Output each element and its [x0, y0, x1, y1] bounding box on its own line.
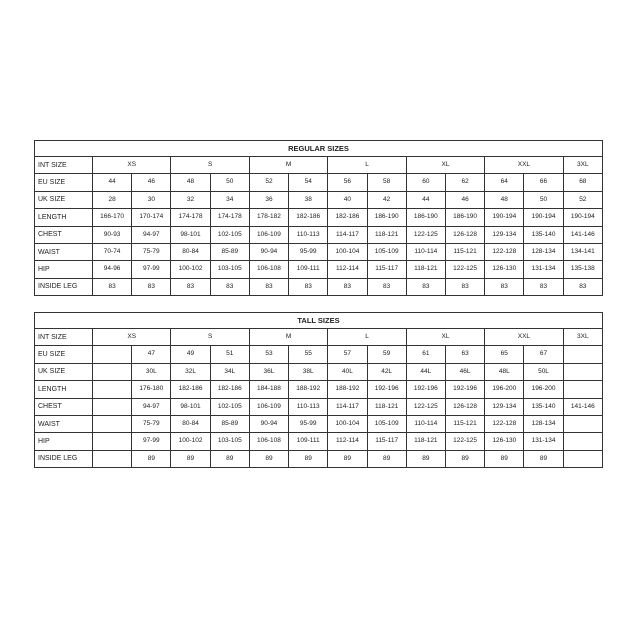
size-cell: 50 [210, 174, 249, 191]
int-size-row [35, 329, 603, 346]
size-cell: 118-121 [406, 261, 445, 278]
table-row [35, 346, 603, 363]
size-cell: 83 [93, 278, 132, 295]
size-cell: 128-134 [524, 415, 563, 432]
size-cell [93, 363, 132, 380]
table-row [35, 209, 603, 226]
size-cell [563, 381, 602, 398]
table-row [35, 226, 603, 243]
row-label: HIP [35, 433, 93, 450]
row-label: HIP [35, 261, 93, 278]
size-cell: 106-108 [249, 261, 288, 278]
size-cell: 106-109 [249, 398, 288, 415]
size-cell: 134-141 [563, 243, 602, 260]
size-cell: 83 [485, 278, 524, 295]
table-row [35, 278, 603, 295]
size-cell: 141-146 [563, 226, 602, 243]
table-row [35, 398, 603, 415]
size-cell: 95-99 [289, 415, 328, 432]
size-cell: 186-190 [367, 209, 406, 226]
tall-sizes-table [34, 312, 603, 468]
size-cell: 128-134 [524, 243, 563, 260]
size-cell [563, 450, 602, 467]
table-row [35, 363, 603, 380]
size-cell: 118-121 [367, 398, 406, 415]
size-cell: 100-102 [171, 433, 210, 450]
table-row [35, 191, 603, 208]
size-cell: 83 [406, 278, 445, 295]
size-cell: 83 [210, 278, 249, 295]
size-cell: 103-105 [210, 433, 249, 450]
size-cell: 34L [210, 363, 249, 380]
size-cell: 89 [132, 450, 171, 467]
size-cell: 94-96 [93, 261, 132, 278]
size-cell: 129-134 [485, 226, 524, 243]
size-cell: 106-109 [249, 226, 288, 243]
size-cell: 48 [171, 174, 210, 191]
size-cell: 42 [367, 191, 406, 208]
int-size-cell: XL [406, 329, 484, 346]
size-cell: 178-182 [249, 209, 288, 226]
size-cell: 68 [563, 174, 602, 191]
size-cell: 112-114 [328, 433, 367, 450]
size-cell: 126-130 [485, 433, 524, 450]
size-cell: 131-134 [524, 261, 563, 278]
size-cell: 62 [445, 174, 484, 191]
size-cell: 89 [171, 450, 210, 467]
size-cell: 110-113 [289, 226, 328, 243]
size-cell: 38L [289, 363, 328, 380]
size-cell: 58 [367, 174, 406, 191]
size-cell: 83 [328, 278, 367, 295]
size-cell: 89 [249, 450, 288, 467]
size-cell: 85-89 [210, 415, 249, 432]
size-cell: 135-138 [563, 261, 602, 278]
table-row [35, 261, 603, 278]
size-cell: 36L [249, 363, 288, 380]
size-cell: 46 [445, 191, 484, 208]
size-cell: 30L [132, 363, 171, 380]
size-cell: 83 [367, 278, 406, 295]
size-cell: 186-190 [406, 209, 445, 226]
size-cell: 34 [210, 191, 249, 208]
size-cell: 141-146 [563, 398, 602, 415]
size-cell: 122-125 [445, 261, 484, 278]
size-cell: 44L [406, 363, 445, 380]
size-cell: 114-117 [328, 226, 367, 243]
size-cell: 30 [132, 191, 171, 208]
size-cell: 50L [524, 363, 563, 380]
size-cell: 54 [289, 174, 328, 191]
size-cell: 75-79 [132, 415, 171, 432]
int-size-cell: L [328, 329, 406, 346]
size-cell: 32 [171, 191, 210, 208]
row-label: CHEST [35, 226, 93, 243]
size-cell: 190-194 [563, 209, 602, 226]
size-cell [93, 433, 132, 450]
size-cell: 126-130 [485, 261, 524, 278]
int-size-cell: L [328, 157, 406, 174]
int-size-cell: 3XL [563, 157, 602, 174]
size-cell: 100-102 [171, 261, 210, 278]
size-cell: 176-180 [132, 381, 171, 398]
size-cell: 182-186 [328, 209, 367, 226]
size-cell [93, 415, 132, 432]
size-cell: 89 [328, 450, 367, 467]
size-cell [563, 433, 602, 450]
size-cell: 110-113 [289, 398, 328, 415]
size-cell: 40 [328, 191, 367, 208]
size-cell: 48 [485, 191, 524, 208]
size-cell: 57 [328, 346, 367, 363]
size-cell: 83 [563, 278, 602, 295]
size-cell: 122-125 [445, 433, 484, 450]
size-cell: 100-104 [328, 243, 367, 260]
size-cell: 190-194 [524, 209, 563, 226]
size-cell [93, 381, 132, 398]
size-cell: 122-128 [485, 415, 524, 432]
int-size-cell: M [249, 329, 327, 346]
size-cell: 59 [367, 346, 406, 363]
row-label: LENGTH [35, 209, 93, 226]
table-row [35, 433, 603, 450]
size-cell: 102-105 [210, 398, 249, 415]
row-label: UK SIZE [35, 191, 93, 208]
size-cell: 98-101 [171, 226, 210, 243]
size-cell [563, 415, 602, 432]
row-label: CHEST [35, 398, 93, 415]
size-cell: 115-121 [445, 415, 484, 432]
size-cell: 196-200 [485, 381, 524, 398]
size-cell: 42L [367, 363, 406, 380]
size-cell: 109-111 [289, 261, 328, 278]
size-cell: 170-174 [132, 209, 171, 226]
size-cell: 105-109 [367, 243, 406, 260]
size-cell: 51 [210, 346, 249, 363]
size-cell: 97-99 [132, 261, 171, 278]
row-label: INSIDE LEG [35, 450, 93, 467]
size-cell: 83 [289, 278, 328, 295]
size-cell: 56 [328, 174, 367, 191]
size-cell: 65 [485, 346, 524, 363]
table-row [35, 450, 603, 467]
size-cell: 53 [249, 346, 288, 363]
size-cell: 46L [445, 363, 484, 380]
size-cell: 129-134 [485, 398, 524, 415]
size-cell: 36 [249, 191, 288, 208]
size-cell: 109-111 [289, 433, 328, 450]
size-cell: 97-99 [132, 433, 171, 450]
table-row [35, 174, 603, 191]
size-cell [563, 363, 602, 380]
row-label: WAIST [35, 243, 93, 260]
row-label: UK SIZE [35, 363, 93, 380]
size-cell: 52 [563, 191, 602, 208]
size-cell: 190-194 [485, 209, 524, 226]
row-label: WAIST [35, 415, 93, 432]
int-size-cell: XS [93, 329, 171, 346]
row-label: INSIDE LEG [35, 278, 93, 295]
size-cell: 80-84 [171, 243, 210, 260]
size-cell: 75-79 [132, 243, 171, 260]
size-cell: 48L [485, 363, 524, 380]
size-cell: 115-117 [367, 433, 406, 450]
size-cell: 90-94 [249, 243, 288, 260]
size-cell: 115-121 [445, 243, 484, 260]
table-row [35, 243, 603, 260]
size-cell: 115-117 [367, 261, 406, 278]
size-cell [93, 346, 132, 363]
size-cell: 94-97 [132, 398, 171, 415]
table-row [35, 381, 603, 398]
size-cell: 47 [132, 346, 171, 363]
size-cell: 89 [485, 450, 524, 467]
size-cell: 89 [210, 450, 249, 467]
row-label: INT SIZE [35, 329, 93, 346]
size-cell: 186-190 [445, 209, 484, 226]
size-cell: 83 [171, 278, 210, 295]
size-cell: 83 [132, 278, 171, 295]
size-cell: 131-134 [524, 433, 563, 450]
size-cell: 61 [406, 346, 445, 363]
size-cell: 110-114 [406, 415, 445, 432]
size-cell: 184-188 [249, 381, 288, 398]
size-cell: 122-125 [406, 226, 445, 243]
size-cell: 103-105 [210, 261, 249, 278]
row-label: EU SIZE [35, 346, 93, 363]
size-cell: 188-192 [289, 381, 328, 398]
size-cell: 135-140 [524, 398, 563, 415]
size-cell: 63 [445, 346, 484, 363]
int-size-cell: S [171, 157, 249, 174]
size-cell: 38 [289, 191, 328, 208]
size-cell: 192-196 [406, 381, 445, 398]
size-cell: 40L [328, 363, 367, 380]
size-cell: 122-128 [485, 243, 524, 260]
size-cell: 126-128 [445, 398, 484, 415]
size-cell: 182-186 [171, 381, 210, 398]
size-cell: 66 [524, 174, 563, 191]
size-cell: 32L [171, 363, 210, 380]
size-cell: 90-93 [93, 226, 132, 243]
row-label: INT SIZE [35, 157, 93, 174]
table-title-row [35, 141, 603, 157]
size-cell: 50 [524, 191, 563, 208]
size-cell: 46 [132, 174, 171, 191]
table-title: TALL SIZES [35, 313, 603, 329]
size-cell: 83 [445, 278, 484, 295]
size-cell: 174-178 [210, 209, 249, 226]
int-size-cell: XL [406, 157, 484, 174]
size-cell: 90-94 [249, 415, 288, 432]
row-label: EU SIZE [35, 174, 93, 191]
size-cell: 135-140 [524, 226, 563, 243]
size-cell: 114-117 [328, 398, 367, 415]
int-size-cell: XXL [485, 329, 563, 346]
size-cell: 192-196 [445, 381, 484, 398]
size-cell [93, 450, 132, 467]
int-size-cell: 3XL [563, 329, 602, 346]
table-title-row [35, 313, 603, 329]
int-size-cell: S [171, 329, 249, 346]
size-cell: 126-128 [445, 226, 484, 243]
size-cell: 60 [406, 174, 445, 191]
size-cell: 182-186 [210, 381, 249, 398]
size-cell: 112-114 [328, 261, 367, 278]
regular-sizes-table [34, 140, 603, 296]
size-cell: 174-178 [171, 209, 210, 226]
size-cell: 98-101 [171, 398, 210, 415]
size-cell: 182-186 [289, 209, 328, 226]
size-cell: 85-89 [210, 243, 249, 260]
int-size-row [35, 157, 603, 174]
size-cell: 83 [249, 278, 288, 295]
size-cell: 49 [171, 346, 210, 363]
table-title: REGULAR SIZES [35, 141, 603, 157]
size-cell: 122-125 [406, 398, 445, 415]
size-cell: 118-121 [406, 433, 445, 450]
size-cell: 166-170 [93, 209, 132, 226]
size-cell: 28 [93, 191, 132, 208]
size-cell: 83 [524, 278, 563, 295]
size-cell: 102-105 [210, 226, 249, 243]
size-cell: 118-121 [367, 226, 406, 243]
size-cell: 52 [249, 174, 288, 191]
size-cell: 192-196 [367, 381, 406, 398]
size-cell: 89 [289, 450, 328, 467]
size-cell: 95-99 [289, 243, 328, 260]
size-cell: 80-84 [171, 415, 210, 432]
size-cell: 100-104 [328, 415, 367, 432]
size-cell: 94-97 [132, 226, 171, 243]
size-cell: 44 [93, 174, 132, 191]
size-cell: 67 [524, 346, 563, 363]
size-cell: 89 [445, 450, 484, 467]
size-cell [563, 346, 602, 363]
size-cell: 188-192 [328, 381, 367, 398]
size-cell: 110-114 [406, 243, 445, 260]
int-size-cell: XS [93, 157, 171, 174]
size-cell: 106-108 [249, 433, 288, 450]
size-cell: 105-109 [367, 415, 406, 432]
size-cell: 89 [524, 450, 563, 467]
size-cell: 70-74 [93, 243, 132, 260]
size-cell: 44 [406, 191, 445, 208]
row-label: LENGTH [35, 381, 93, 398]
size-cell [93, 398, 132, 415]
int-size-cell: M [249, 157, 327, 174]
size-cell: 89 [367, 450, 406, 467]
int-size-cell: XXL [485, 157, 563, 174]
table-row [35, 415, 603, 432]
size-cell: 55 [289, 346, 328, 363]
size-cell: 89 [406, 450, 445, 467]
size-cell: 64 [485, 174, 524, 191]
size-cell: 196-200 [524, 381, 563, 398]
